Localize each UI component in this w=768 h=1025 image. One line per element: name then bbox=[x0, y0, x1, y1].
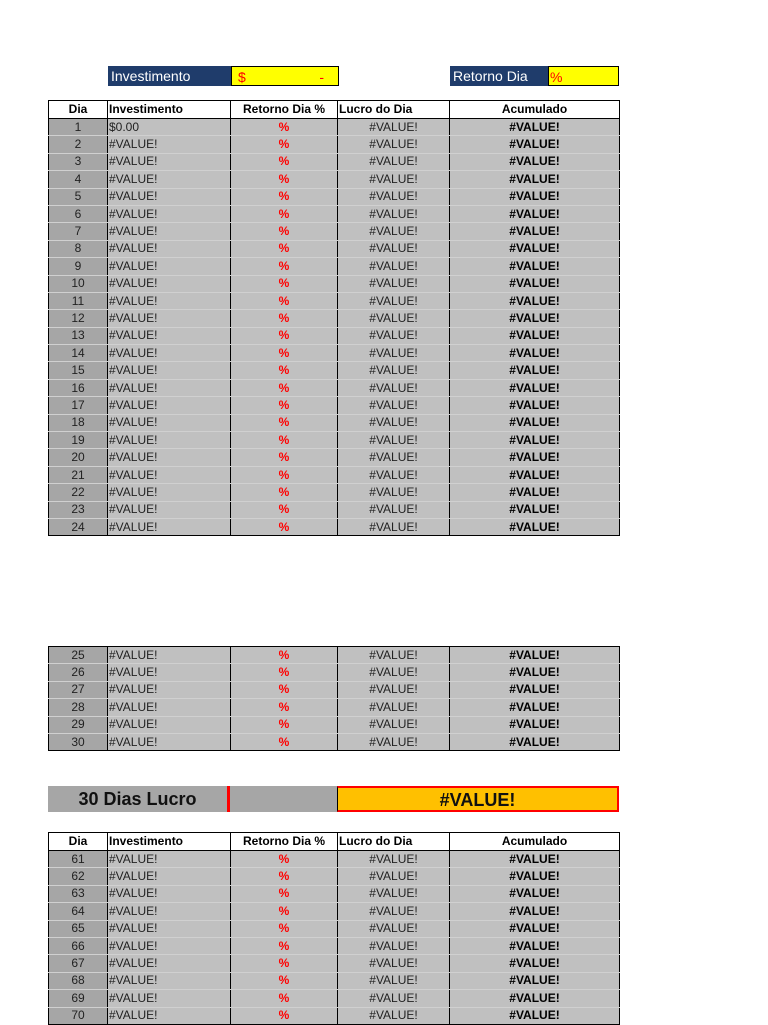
dia-cell[interactable]: 19 bbox=[49, 432, 108, 449]
lucro-cell[interactable]: #VALUE! bbox=[338, 920, 450, 937]
daily-returns-table-2 bbox=[48, 646, 620, 751]
table-row bbox=[49, 292, 620, 309]
lucro-cell[interactable]: #VALUE! bbox=[338, 188, 450, 205]
dia-cell[interactable]: 28 bbox=[49, 699, 108, 716]
investimento-cell[interactable]: #VALUE! bbox=[108, 188, 231, 205]
lucro-cell[interactable]: #VALUE! bbox=[338, 518, 450, 535]
acumulado-cell[interactable]: #VALUE! bbox=[450, 188, 620, 205]
investimento-input[interactable] bbox=[231, 66, 339, 86]
retorno-cell[interactable]: % bbox=[231, 119, 338, 136]
acumulado-cell[interactable]: #VALUE! bbox=[450, 136, 620, 153]
dia-cell[interactable]: 15 bbox=[49, 362, 108, 379]
acumulado-cell[interactable]: #VALUE! bbox=[450, 1007, 620, 1024]
investimento-cell[interactable]: #VALUE! bbox=[108, 258, 231, 275]
dia-cell[interactable]: 11 bbox=[49, 292, 108, 309]
retorno-cell[interactable]: % bbox=[231, 449, 338, 466]
dia-cell[interactable]: 8 bbox=[49, 240, 108, 257]
table-row bbox=[49, 397, 620, 414]
dia-cell[interactable]: 63 bbox=[49, 885, 108, 902]
summary-value[interactable]: #VALUE! bbox=[337, 786, 619, 812]
table-row bbox=[49, 379, 620, 396]
lucro-cell[interactable]: #VALUE! bbox=[338, 171, 450, 188]
table-row bbox=[49, 188, 620, 205]
acumulado-cell[interactable]: #VALUE! bbox=[450, 484, 620, 501]
retorno-cell[interactable]: % bbox=[231, 414, 338, 431]
retorno-cell[interactable]: % bbox=[231, 699, 338, 716]
investimento-cell[interactable]: #VALUE! bbox=[108, 664, 231, 681]
retorno-cell[interactable]: % bbox=[231, 733, 338, 750]
dia-cell[interactable]: 30 bbox=[49, 733, 108, 750]
investimento-cell[interactable]: #VALUE! bbox=[108, 449, 231, 466]
table-row bbox=[49, 345, 620, 362]
investimento-cell[interactable]: #VALUE! bbox=[108, 699, 231, 716]
table-row bbox=[49, 119, 620, 136]
table-row bbox=[49, 466, 620, 483]
lucro-cell[interactable]: #VALUE! bbox=[338, 379, 450, 396]
investimento-cell[interactable]: #VALUE! bbox=[108, 310, 231, 327]
lucro-cell[interactable]: #VALUE! bbox=[338, 664, 450, 681]
acumulado-cell[interactable]: #VALUE! bbox=[450, 205, 620, 222]
dia-cell[interactable]: 5 bbox=[49, 188, 108, 205]
header-acumulado: Acumulado bbox=[450, 833, 620, 851]
table-row bbox=[49, 681, 620, 698]
table-row bbox=[49, 937, 620, 954]
dia-cell[interactable]: 65 bbox=[49, 920, 108, 937]
table-row bbox=[49, 310, 620, 327]
table-row bbox=[49, 449, 620, 466]
lucro-cell[interactable]: #VALUE! bbox=[338, 345, 450, 362]
table-row bbox=[49, 903, 620, 920]
dia-cell[interactable]: 21 bbox=[49, 466, 108, 483]
lucro-cell[interactable]: #VALUE! bbox=[338, 716, 450, 733]
header-investimento: Investimento bbox=[108, 101, 231, 119]
acumulado-cell[interactable]: #VALUE! bbox=[450, 379, 620, 396]
acumulado-cell[interactable]: #VALUE! bbox=[450, 119, 620, 136]
acumulado-cell[interactable]: #VALUE! bbox=[450, 292, 620, 309]
table-row bbox=[49, 733, 620, 750]
acumulado-cell[interactable]: #VALUE! bbox=[450, 327, 620, 344]
investimento-cell[interactable]: #VALUE! bbox=[108, 397, 231, 414]
dia-cell[interactable]: 10 bbox=[49, 275, 108, 292]
table-row bbox=[49, 240, 620, 257]
lucro-cell[interactable]: #VALUE! bbox=[338, 851, 450, 868]
header-retorno: Retorno Dia % bbox=[231, 833, 338, 851]
retorno-cell[interactable]: % bbox=[231, 868, 338, 885]
retorno-cell[interactable]: % bbox=[231, 362, 338, 379]
acumulado-cell[interactable]: #VALUE! bbox=[450, 955, 620, 972]
retorno-dia-label: Retorno Dia bbox=[450, 66, 548, 86]
lucro-cell[interactable]: #VALUE! bbox=[338, 397, 450, 414]
header-dia: Dia bbox=[49, 101, 108, 119]
lucro-cell[interactable]: #VALUE! bbox=[338, 733, 450, 750]
retorno-cell[interactable]: % bbox=[231, 920, 338, 937]
investimento-cell[interactable]: #VALUE! bbox=[108, 414, 231, 431]
investimento-cell[interactable]: #VALUE! bbox=[108, 501, 231, 518]
header-retorno: Retorno Dia % bbox=[231, 101, 338, 119]
lucro-cell[interactable]: #VALUE! bbox=[338, 275, 450, 292]
lucro-cell[interactable]: #VALUE! bbox=[338, 903, 450, 920]
investimento-cell[interactable]: #VALUE! bbox=[108, 223, 231, 240]
lucro-cell[interactable]: #VALUE! bbox=[338, 990, 450, 1007]
dia-cell[interactable]: 64 bbox=[49, 903, 108, 920]
acumulado-cell[interactable]: #VALUE! bbox=[450, 258, 620, 275]
dia-cell[interactable]: 7 bbox=[49, 223, 108, 240]
retorno-cell[interactable]: % bbox=[231, 903, 338, 920]
investimento-cell[interactable]: #VALUE! bbox=[108, 1007, 231, 1024]
investimento-cell[interactable]: #VALUE! bbox=[108, 345, 231, 362]
lucro-cell[interactable]: #VALUE! bbox=[338, 681, 450, 698]
lucro-cell[interactable]: #VALUE! bbox=[338, 466, 450, 483]
retorno-cell[interactable]: % bbox=[231, 647, 338, 664]
dia-cell[interactable]: 12 bbox=[49, 310, 108, 327]
daily-returns-table-1 bbox=[48, 100, 620, 536]
acumulado-cell[interactable]: #VALUE! bbox=[450, 397, 620, 414]
acumulado-cell[interactable]: #VALUE! bbox=[450, 310, 620, 327]
retorno-cell[interactable]: % bbox=[231, 972, 338, 989]
currency-symbol: $ bbox=[238, 69, 246, 85]
dia-cell[interactable]: 66 bbox=[49, 937, 108, 954]
table-row bbox=[49, 223, 620, 240]
dia-cell[interactable]: 13 bbox=[49, 327, 108, 344]
lucro-cell[interactable]: #VALUE! bbox=[338, 310, 450, 327]
acumulado-cell[interactable]: #VALUE! bbox=[450, 171, 620, 188]
acumulado-cell[interactable]: #VALUE! bbox=[450, 153, 620, 170]
retorno-cell[interactable]: % bbox=[231, 153, 338, 170]
lucro-cell[interactable]: #VALUE! bbox=[338, 362, 450, 379]
table-row bbox=[49, 258, 620, 275]
investimento-cell[interactable]: #VALUE! bbox=[108, 292, 231, 309]
table-row bbox=[49, 716, 620, 733]
header-acumulado: Acumulado bbox=[450, 101, 620, 119]
lucro-cell[interactable]: #VALUE! bbox=[338, 955, 450, 972]
retorno-cell[interactable]: % bbox=[231, 716, 338, 733]
lucro-cell[interactable]: #VALUE! bbox=[338, 699, 450, 716]
retorno-cell[interactable]: % bbox=[231, 484, 338, 501]
header-lucro: Lucro do Dia bbox=[338, 833, 450, 851]
dia-cell[interactable]: 18 bbox=[49, 414, 108, 431]
acumulado-cell[interactable]: #VALUE! bbox=[450, 699, 620, 716]
header-row bbox=[49, 101, 620, 119]
lucro-cell[interactable]: #VALUE! bbox=[338, 258, 450, 275]
retorno-cell[interactable]: % bbox=[231, 885, 338, 902]
investimento-cell[interactable]: #VALUE! bbox=[108, 153, 231, 170]
table-row bbox=[49, 414, 620, 431]
dia-cell[interactable]: 9 bbox=[49, 258, 108, 275]
lucro-cell[interactable]: #VALUE! bbox=[338, 972, 450, 989]
lucro-cell[interactable]: #VALUE! bbox=[338, 292, 450, 309]
investimento-cell[interactable]: #VALUE! bbox=[108, 937, 231, 954]
investimento-cell[interactable]: #VALUE! bbox=[108, 851, 231, 868]
investimento-cell[interactable]: #VALUE! bbox=[108, 920, 231, 937]
lucro-cell[interactable]: #VALUE! bbox=[338, 484, 450, 501]
lucro-cell[interactable]: #VALUE! bbox=[338, 414, 450, 431]
investimento-cell[interactable]: #VALUE! bbox=[108, 681, 231, 698]
investimento-cell[interactable]: #VALUE! bbox=[108, 484, 231, 501]
investimento-cell[interactable]: #VALUE! bbox=[108, 903, 231, 920]
investimento-cell[interactable]: $0.00 bbox=[108, 119, 231, 136]
daily-returns-table-3 bbox=[48, 832, 620, 1025]
acumulado-cell[interactable]: #VALUE! bbox=[450, 664, 620, 681]
summary-label: 30 Dias Lucro bbox=[48, 786, 230, 812]
lucro-cell[interactable]: #VALUE! bbox=[338, 647, 450, 664]
table-row bbox=[49, 362, 620, 379]
lucro-cell[interactable]: #VALUE! bbox=[338, 205, 450, 222]
table-row bbox=[49, 518, 620, 535]
dia-cell[interactable]: 67 bbox=[49, 955, 108, 972]
retorno-cell[interactable]: % bbox=[231, 188, 338, 205]
retorno-cell[interactable]: % bbox=[231, 955, 338, 972]
retorno-cell[interactable]: % bbox=[231, 345, 338, 362]
investimento-cell[interactable]: #VALUE! bbox=[108, 647, 231, 664]
dia-cell[interactable]: 61 bbox=[49, 851, 108, 868]
lucro-cell[interactable]: #VALUE! bbox=[338, 432, 450, 449]
table-row bbox=[49, 432, 620, 449]
header-lucro: Lucro do Dia bbox=[338, 101, 450, 119]
lucro-cell[interactable]: #VALUE! bbox=[338, 136, 450, 153]
table-row bbox=[49, 501, 620, 518]
retorno-cell[interactable]: % bbox=[231, 432, 338, 449]
investimento-cell[interactable]: #VALUE! bbox=[108, 972, 231, 989]
table-row bbox=[49, 327, 620, 344]
retorno-cell[interactable]: % bbox=[231, 466, 338, 483]
acumulado-cell[interactable]: #VALUE! bbox=[450, 903, 620, 920]
retorno-cell[interactable]: % bbox=[231, 258, 338, 275]
dia-cell[interactable]: 70 bbox=[49, 1007, 108, 1024]
table-row bbox=[49, 699, 620, 716]
investimento-cell[interactable]: #VALUE! bbox=[108, 136, 231, 153]
investimento-cell[interactable]: #VALUE! bbox=[108, 432, 231, 449]
acumulado-cell[interactable]: #VALUE! bbox=[450, 362, 620, 379]
acumulado-cell[interactable]: #VALUE! bbox=[450, 275, 620, 292]
table-row bbox=[49, 136, 620, 153]
dia-cell[interactable]: 29 bbox=[49, 716, 108, 733]
retorno-cell[interactable]: % bbox=[231, 379, 338, 396]
retorno-cell[interactable]: % bbox=[231, 240, 338, 257]
table-row bbox=[49, 990, 620, 1007]
investimento-cell[interactable]: #VALUE! bbox=[108, 379, 231, 396]
investimento-cell[interactable]: #VALUE! bbox=[108, 205, 231, 222]
retorno-cell[interactable]: % bbox=[231, 275, 338, 292]
retorno-cell[interactable]: % bbox=[231, 397, 338, 414]
acumulado-cell[interactable]: #VALUE! bbox=[450, 868, 620, 885]
acumulado-cell[interactable]: #VALUE! bbox=[450, 851, 620, 868]
investimento-cell[interactable]: #VALUE! bbox=[108, 275, 231, 292]
table-row bbox=[49, 484, 620, 501]
table-row bbox=[49, 205, 620, 222]
dia-cell[interactable]: 68 bbox=[49, 972, 108, 989]
retorno-cell[interactable]: % bbox=[231, 990, 338, 1007]
dia-cell[interactable]: 16 bbox=[49, 379, 108, 396]
investimento-cell[interactable]: #VALUE! bbox=[108, 240, 231, 257]
investimento-cell[interactable]: #VALUE! bbox=[108, 885, 231, 902]
table-row bbox=[49, 955, 620, 972]
lucro-cell[interactable]: #VALUE! bbox=[338, 240, 450, 257]
table-row bbox=[49, 664, 620, 681]
acumulado-cell[interactable]: #VALUE! bbox=[450, 885, 620, 902]
retorno-cell[interactable]: % bbox=[231, 501, 338, 518]
dia-cell[interactable]: 23 bbox=[49, 501, 108, 518]
retorno-cell[interactable]: % bbox=[231, 937, 338, 954]
dia-cell[interactable]: 69 bbox=[49, 990, 108, 1007]
acumulado-cell[interactable]: #VALUE! bbox=[450, 937, 620, 954]
investimento-cell[interactable]: #VALUE! bbox=[108, 466, 231, 483]
acumulado-cell[interactable]: #VALUE! bbox=[450, 240, 620, 257]
dia-cell[interactable]: 24 bbox=[49, 518, 108, 535]
table-row bbox=[49, 920, 620, 937]
acumulado-cell[interactable]: #VALUE! bbox=[450, 716, 620, 733]
investimento-cell[interactable]: #VALUE! bbox=[108, 362, 231, 379]
investimento-cell[interactable]: #VALUE! bbox=[108, 990, 231, 1007]
lucro-cell[interactable]: #VALUE! bbox=[338, 937, 450, 954]
retorno-cell[interactable]: % bbox=[231, 851, 338, 868]
retorno-cell[interactable]: % bbox=[231, 664, 338, 681]
acumulado-cell[interactable]: #VALUE! bbox=[450, 647, 620, 664]
dia-cell[interactable]: 22 bbox=[49, 484, 108, 501]
investimento-cell[interactable]: #VALUE! bbox=[108, 955, 231, 972]
acumulado-cell[interactable]: #VALUE! bbox=[450, 972, 620, 989]
header-dia: Dia bbox=[49, 833, 108, 851]
acumulado-cell[interactable]: #VALUE! bbox=[450, 345, 620, 362]
retorno-cell[interactable]: % bbox=[231, 171, 338, 188]
investimento-cell[interactable]: #VALUE! bbox=[108, 716, 231, 733]
investimento-value: - bbox=[319, 69, 324, 85]
retorno-dia-input[interactable]: % bbox=[548, 66, 619, 86]
dia-cell[interactable]: 1 bbox=[49, 119, 108, 136]
acumulado-cell[interactable]: #VALUE! bbox=[450, 432, 620, 449]
table-row bbox=[49, 1007, 620, 1024]
table-row bbox=[49, 851, 620, 868]
dia-cell[interactable]: 4 bbox=[49, 171, 108, 188]
dia-cell[interactable]: 25 bbox=[49, 647, 108, 664]
lucro-cell[interactable]: #VALUE! bbox=[338, 885, 450, 902]
acumulado-cell[interactable]: #VALUE! bbox=[450, 449, 620, 466]
table-row bbox=[49, 972, 620, 989]
investimento-cell[interactable]: #VALUE! bbox=[108, 733, 231, 750]
lucro-cell[interactable]: #VALUE! bbox=[338, 449, 450, 466]
table-row bbox=[49, 647, 620, 664]
retorno-cell[interactable]: % bbox=[231, 310, 338, 327]
dia-cell[interactable]: 20 bbox=[49, 449, 108, 466]
dia-cell[interactable]: 26 bbox=[49, 664, 108, 681]
table-row bbox=[49, 868, 620, 885]
acumulado-cell[interactable]: #VALUE! bbox=[450, 990, 620, 1007]
table-row bbox=[49, 153, 620, 170]
investimento-label: Investimento bbox=[108, 66, 231, 86]
investimento-cell[interactable]: #VALUE! bbox=[108, 868, 231, 885]
retorno-cell[interactable]: % bbox=[231, 205, 338, 222]
lucro-cell[interactable]: #VALUE! bbox=[338, 501, 450, 518]
acumulado-cell[interactable]: #VALUE! bbox=[450, 466, 620, 483]
lucro-cell[interactable]: #VALUE! bbox=[338, 119, 450, 136]
acumulado-cell[interactable]: #VALUE! bbox=[450, 501, 620, 518]
investimento-cell[interactable]: #VALUE! bbox=[108, 518, 231, 535]
summary-spacer bbox=[230, 786, 337, 812]
acumulado-cell[interactable]: #VALUE! bbox=[450, 733, 620, 750]
retorno-cell[interactable]: % bbox=[231, 136, 338, 153]
acumulado-cell[interactable]: #VALUE! bbox=[450, 681, 620, 698]
dia-cell[interactable]: 14 bbox=[49, 345, 108, 362]
header-row bbox=[49, 833, 620, 851]
retorno-cell[interactable]: % bbox=[231, 681, 338, 698]
investimento-cell[interactable]: #VALUE! bbox=[108, 171, 231, 188]
retorno-cell[interactable]: % bbox=[231, 327, 338, 344]
lucro-cell[interactable]: #VALUE! bbox=[338, 153, 450, 170]
retorno-cell[interactable]: % bbox=[231, 292, 338, 309]
investimento-input-group bbox=[108, 66, 339, 86]
summary-bar bbox=[48, 786, 619, 812]
acumulado-cell[interactable]: #VALUE! bbox=[450, 414, 620, 431]
dia-cell[interactable]: 62 bbox=[49, 868, 108, 885]
lucro-cell[interactable]: #VALUE! bbox=[338, 223, 450, 240]
lucro-cell[interactable]: #VALUE! bbox=[338, 1007, 450, 1024]
dia-cell[interactable]: 3 bbox=[49, 153, 108, 170]
investimento-cell[interactable]: #VALUE! bbox=[108, 327, 231, 344]
retorno-cell[interactable]: % bbox=[231, 223, 338, 240]
dia-cell[interactable]: 6 bbox=[49, 205, 108, 222]
table-row bbox=[49, 171, 620, 188]
acumulado-cell[interactable]: #VALUE! bbox=[450, 920, 620, 937]
retorno-cell[interactable]: % bbox=[231, 1007, 338, 1024]
dia-cell[interactable]: 2 bbox=[49, 136, 108, 153]
header-investimento: Investimento bbox=[108, 833, 231, 851]
table-row bbox=[49, 885, 620, 902]
acumulado-cell[interactable]: #VALUE! bbox=[450, 518, 620, 535]
table-row bbox=[49, 275, 620, 292]
dia-cell[interactable]: 27 bbox=[49, 681, 108, 698]
retorno-cell[interactable]: % bbox=[231, 518, 338, 535]
acumulado-cell[interactable]: #VALUE! bbox=[450, 223, 620, 240]
retorno-input-group bbox=[450, 66, 619, 86]
lucro-cell[interactable]: #VALUE! bbox=[338, 327, 450, 344]
lucro-cell[interactable]: #VALUE! bbox=[338, 868, 450, 885]
dia-cell[interactable]: 17 bbox=[49, 397, 108, 414]
